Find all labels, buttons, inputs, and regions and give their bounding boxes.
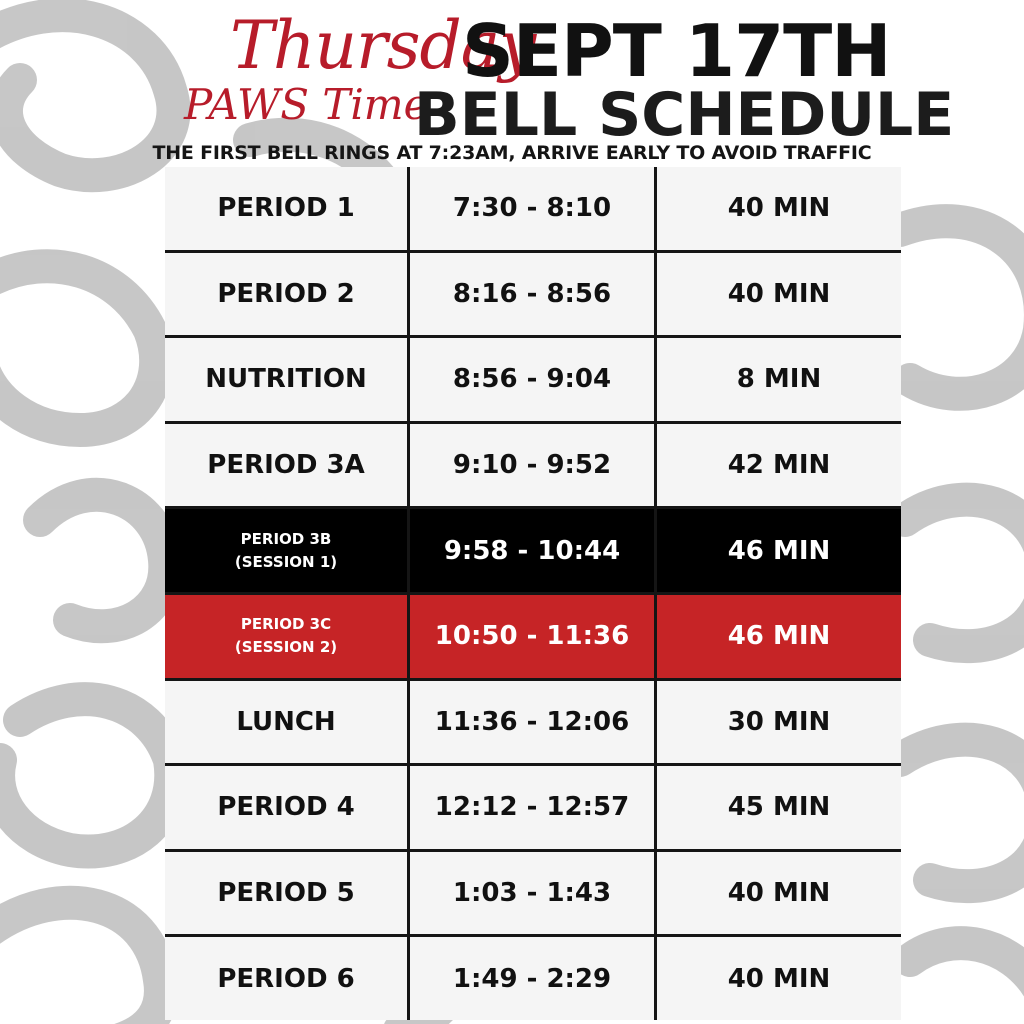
period-duration: 40 MIN — [657, 167, 901, 250]
period-time: 11:36 - 12:06 — [410, 681, 654, 764]
period-duration: 40 MIN — [657, 253, 901, 336]
period-duration: 40 MIN — [657, 937, 901, 1020]
period-name: PERIOD 3A — [165, 424, 407, 507]
period-duration: 45 MIN — [657, 766, 901, 849]
period-time: 9:10 - 9:52 — [410, 424, 654, 507]
period-name: PERIOD 3B (SESSION 1) — [165, 509, 407, 592]
period-duration: 8 MIN — [657, 338, 901, 421]
day-label: Thursday — [230, 7, 536, 84]
arrival-note: THE FIRST BELL RINGS AT 7:23AM, ARRIVE EARLY TO AVOID TRAFFIC — [152, 142, 872, 164]
period-duration: 42 MIN — [657, 424, 901, 507]
period-time: 12:12 - 12:57 — [410, 766, 654, 849]
period-name: NUTRITION — [165, 338, 407, 421]
period-time: 1:49 - 2:29 — [410, 937, 654, 1020]
date-heading: SEPT 17TH — [462, 9, 891, 93]
period-name: PERIOD 2 — [165, 253, 407, 336]
period-name: PERIOD 6 — [165, 937, 407, 1020]
period-time: 7:30 - 8:10 — [410, 167, 654, 250]
program-label: PAWS Time — [184, 80, 429, 129]
period-name: PERIOD 3C (SESSION 2) — [165, 595, 407, 678]
period-time: 1:03 - 1:43 — [410, 852, 654, 935]
period-duration: 40 MIN — [657, 852, 901, 935]
period-time: 10:50 - 11:36 — [410, 595, 654, 678]
period-name: PERIOD 1 — [165, 167, 407, 250]
period-name: PERIOD 5 — [165, 852, 407, 935]
period-duration: 46 MIN — [657, 595, 901, 678]
schedule-table — [165, 167, 901, 1020]
period-time: 9:58 - 10:44 — [410, 509, 654, 592]
period-time: 8:56 - 9:04 — [410, 338, 654, 421]
period-duration: 46 MIN — [657, 509, 901, 592]
period-duration: 30 MIN — [657, 681, 901, 764]
period-name: LUNCH — [165, 681, 407, 764]
period-time: 8:16 - 8:56 — [410, 253, 654, 336]
period-name: PERIOD 4 — [165, 766, 407, 849]
page-title: BELL SCHEDULE — [414, 80, 955, 150]
